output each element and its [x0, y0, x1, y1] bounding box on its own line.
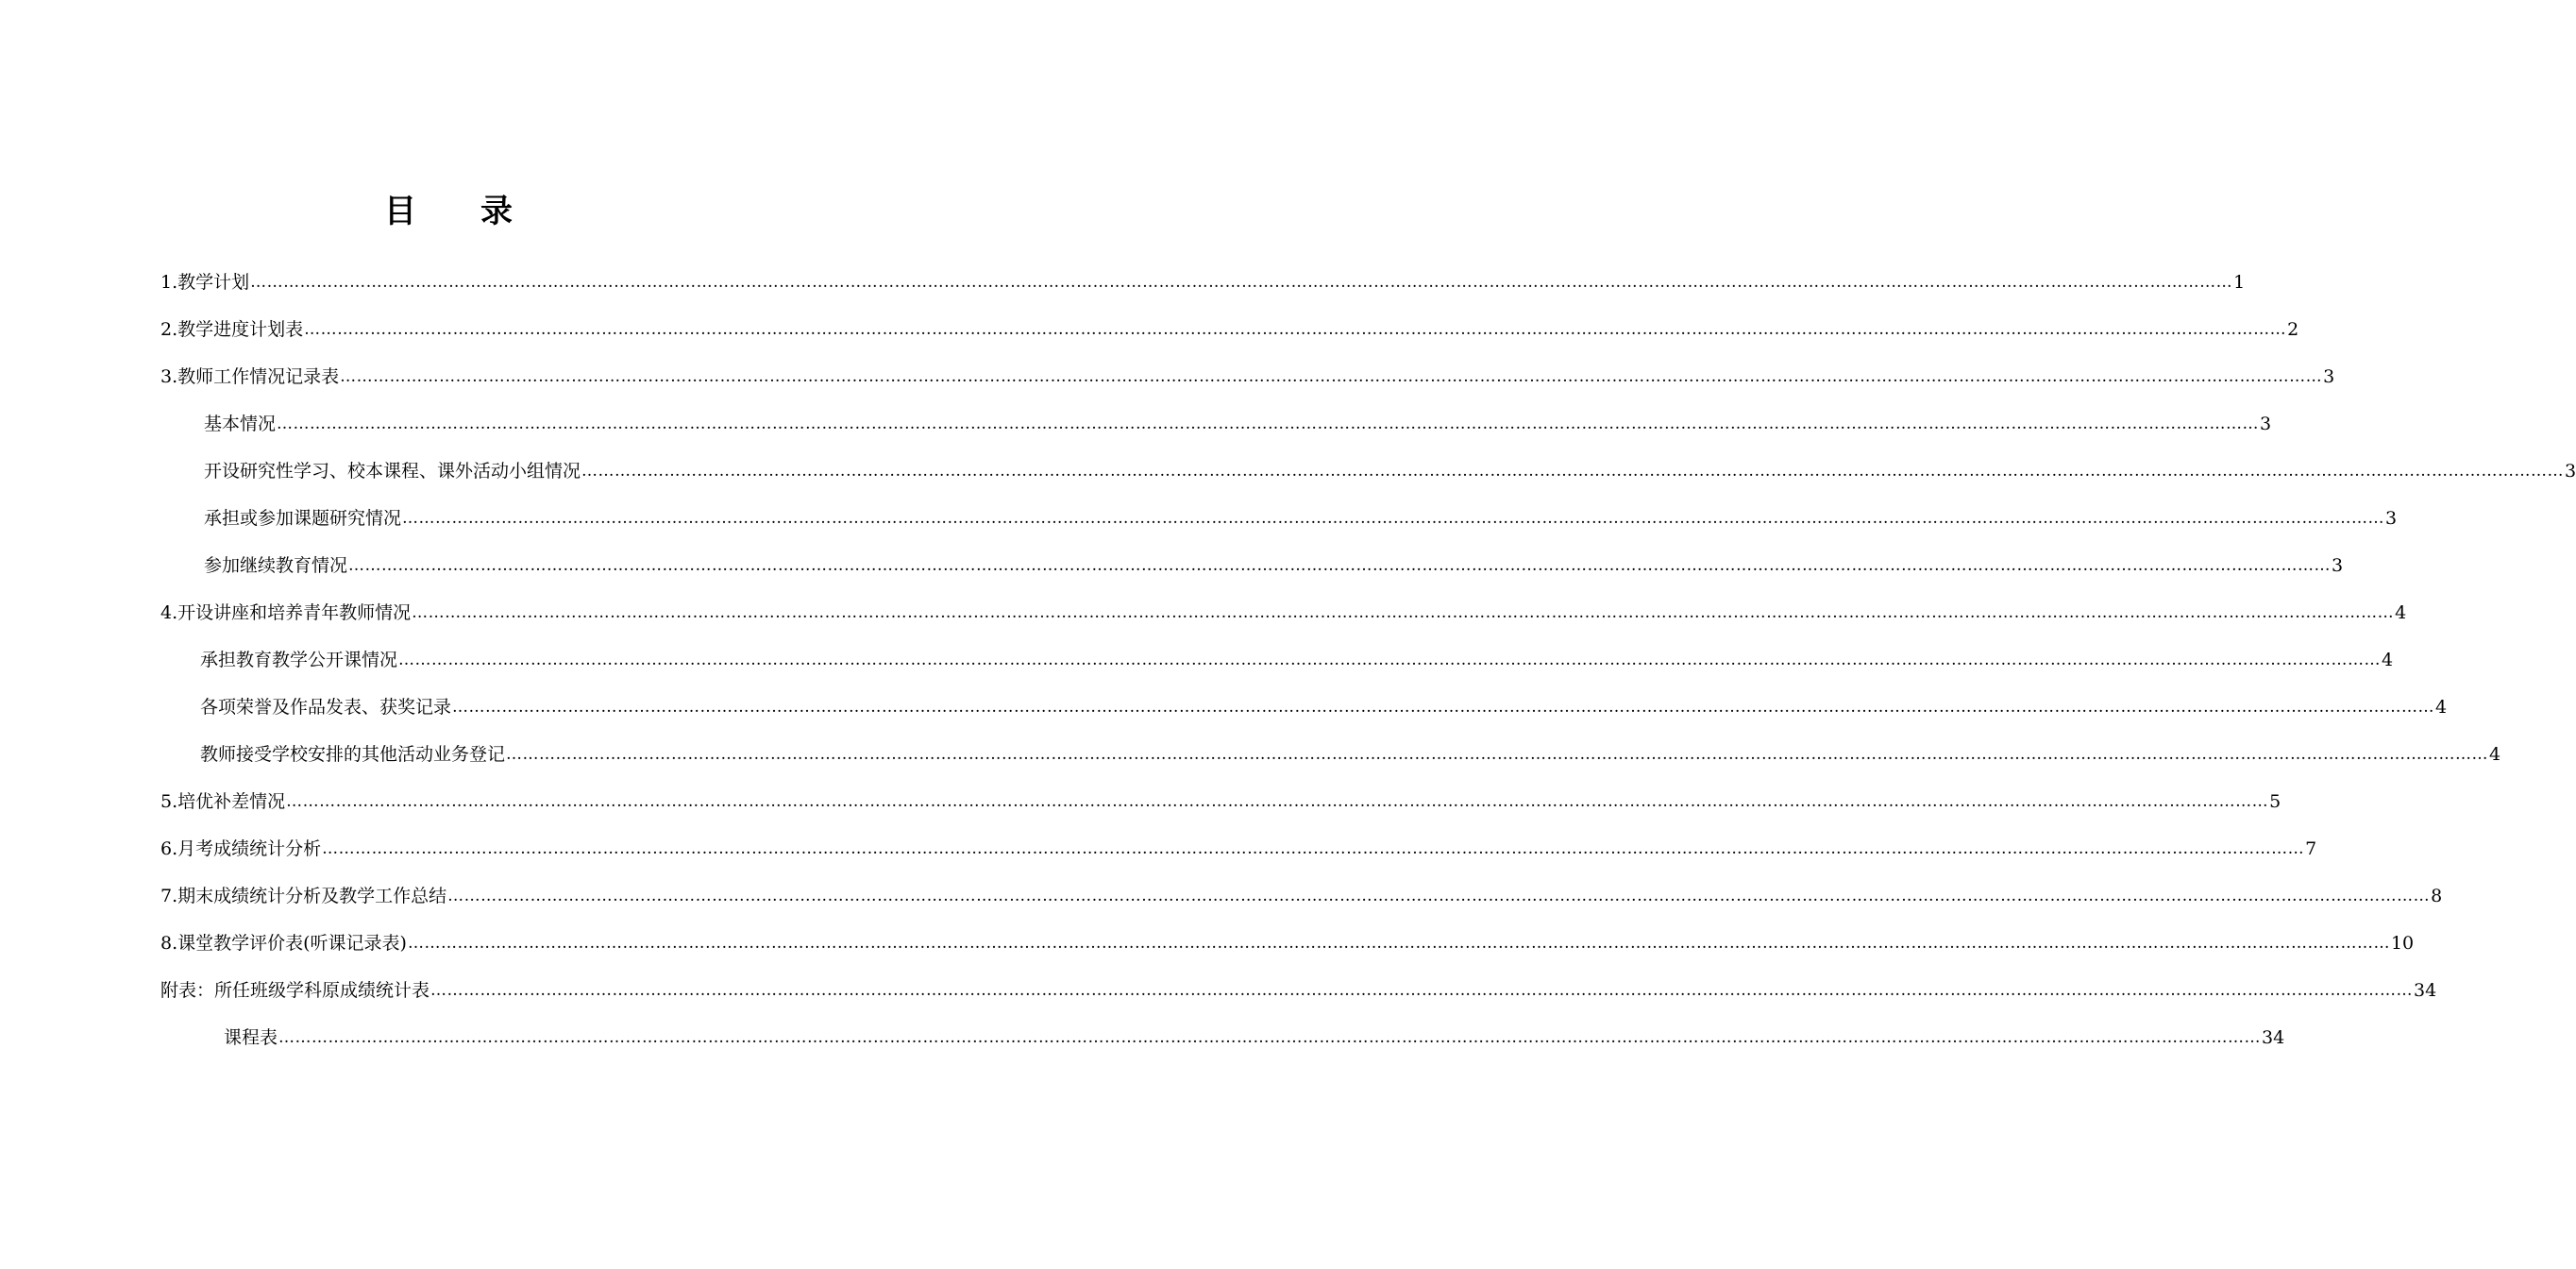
toc-entry[interactable] [200, 636, 2394, 684]
toc-entry[interactable] [160, 306, 2299, 353]
toc-entry[interactable] [204, 542, 2344, 589]
toc-entry-label: 4.开设讲座和培养青年教师情况 [160, 602, 412, 623]
dot-leader: ……………………………………………………………………………………………………………………………………………………………………………………………………………………………………………………………………………………………………………………………… [398, 651, 2382, 669]
dot-leader: ……………………………………………………………………………………………………………………………………………………………………………………………………………………………………………………………………………………………………………………………… [286, 792, 2269, 811]
dot-leader: ……………………………………………………………………………………………………………………………………………………………………………………………………………………………………………………………………………………………………………………………… [277, 415, 2260, 433]
toc-entry[interactable] [224, 1014, 2285, 1061]
title-char-1: 目 [384, 192, 416, 230]
toc-entry[interactable] [160, 589, 2407, 636]
dot-leader: ……………………………………………………………………………………………………………………………………………………………………………………………………………………………………………………………………………………………………………………………… [452, 698, 2435, 717]
toc-entry[interactable] [204, 400, 2272, 448]
dot-leader: ……………………………………………………………………………………………………………………………………………………………………………………………………………………………………………………………………………………………………………………………… [322, 839, 2305, 858]
dot-leader: ……………………………………………………………………………………………………………………………………………………………………………………………………………………………………………………………………………………………………………………………… [581, 462, 2565, 481]
toc-entry[interactable] [204, 448, 2576, 495]
toc-entry-label: 6.月考成绩统计分析 [160, 838, 322, 859]
toc-entry-label: 2.教学进度计划表 [160, 319, 304, 340]
toc-entry[interactable] [160, 967, 2437, 1014]
toc-entry-page: 4 [2395, 602, 2407, 623]
page-title [0, 188, 897, 235]
toc-entry-label: 5.培优补差情况 [160, 791, 286, 812]
toc-entry[interactable] [160, 259, 2246, 306]
dot-leader: ……………………………………………………………………………………………………………………………………………………………………………………………………………………………………………………………………………………………………………………………… [278, 1028, 2262, 1047]
toc-entry-label: 各项荣誉及作品发表、获奖记录 [200, 697, 452, 718]
dot-leader: ……………………………………………………………………………………………………………………………………………………………………………………………………………………………………………………………………………………………………………………………… [506, 745, 2489, 764]
dot-leader: ……………………………………………………………………………………………………………………………………………………………………………………………………………………………………………………………………………………………………………………………… [402, 509, 2385, 528]
toc-entry-page: 4 [2489, 744, 2501, 765]
toc-entry-label: 7.期末成绩统计分析及教学工作总结 [160, 886, 447, 906]
toc-entry-label: 开设研究性学习、校本课程、课外活动小组情况 [204, 461, 581, 482]
toc-entry[interactable] [160, 778, 2281, 825]
dot-leader: ……………………………………………………………………………………………………………………………………………………………………………………………………………………………………………………………………………………………………………………………… [304, 320, 2287, 339]
toc-entry[interactable] [200, 684, 2448, 731]
toc-entry-page: 34 [2414, 980, 2437, 1001]
toc-entry-page: 3 [2332, 555, 2344, 576]
toc-entry-label: 教师接受学校安排的其他活动业务登记 [200, 744, 506, 765]
dot-leader: ……………………………………………………………………………………………………………………………………………………………………………………………………………………………………………………………………………………………………………………………… [412, 603, 2395, 622]
toc-entry-page: 5 [2269, 791, 2281, 812]
toc-entry[interactable] [160, 353, 2335, 400]
toc-entry-label: 参加继续教育情况 [204, 555, 348, 576]
toc-entry-page: 4 [2435, 697, 2448, 718]
toc-entry-page: 10 [2390, 933, 2415, 954]
toc-entry-label: 承担教育教学公开课情况 [200, 650, 398, 670]
toc-entry[interactable] [204, 495, 2398, 542]
dot-leader: ……………………………………………………………………………………………………………………………………………………………………………………………………………………………………………………………………………………………………………………………… [348, 556, 2332, 575]
toc-entry[interactable] [160, 920, 2415, 967]
toc-entry-page: 3 [2323, 366, 2335, 387]
toc-entry[interactable] [200, 731, 2501, 778]
dot-leader: ……………………………………………………………………………………………………………………………………………………………………………………………………………………………………………………………………………………………………………………………… [340, 367, 2323, 386]
toc-entry-label: 附表：所任班级学科原成绩统计表 [160, 980, 430, 1001]
dot-leader: ……………………………………………………………………………………………………………………………………………………………………………………………………………………………………………………………………………………………………………………………… [447, 887, 2431, 905]
toc-entry-page: 1 [2233, 272, 2246, 293]
title-char-2: 录 [480, 192, 513, 230]
toc-entry[interactable] [160, 825, 2317, 872]
toc-entry-label: 承担或参加课题研究情况 [204, 508, 402, 529]
toc-entry-label: 3.教师工作情况记录表 [160, 366, 340, 387]
toc-entry-page: 7 [2305, 838, 2317, 859]
dot-leader: ……………………………………………………………………………………………………………………………………………………………………………………………………………………………………………………………………………………………………………………………… [250, 273, 2233, 292]
toc-entry-page: 8 [2431, 886, 2443, 906]
toc-entry-page: 4 [2382, 650, 2394, 670]
toc-entry-page: 3 [2385, 508, 2398, 529]
dot-leader: ……………………………………………………………………………………………………………………………………………………………………………………………………………………………………………………………………………………………………………………………… [430, 981, 2414, 1000]
toc-entry-page: 2 [2287, 319, 2299, 340]
toc-entry-label: 基本情况 [204, 414, 277, 434]
dot-leader: ……………………………………………………………………………………………………………………………………………………………………………………………………………………………………………………………………………………………………………………………… [407, 934, 2390, 953]
toc-entry-page: 34 [2262, 1027, 2285, 1048]
toc-entry-label: 课程表 [224, 1027, 278, 1048]
toc-entry-label: 1.教学计划 [160, 272, 250, 293]
toc-entry-page: 3 [2260, 414, 2272, 434]
toc-entry[interactable] [160, 872, 2443, 920]
toc-entry-label: 8.课堂教学评价表(听课记录表) [160, 933, 407, 954]
toc-entry-page: 3 [2565, 461, 2576, 482]
